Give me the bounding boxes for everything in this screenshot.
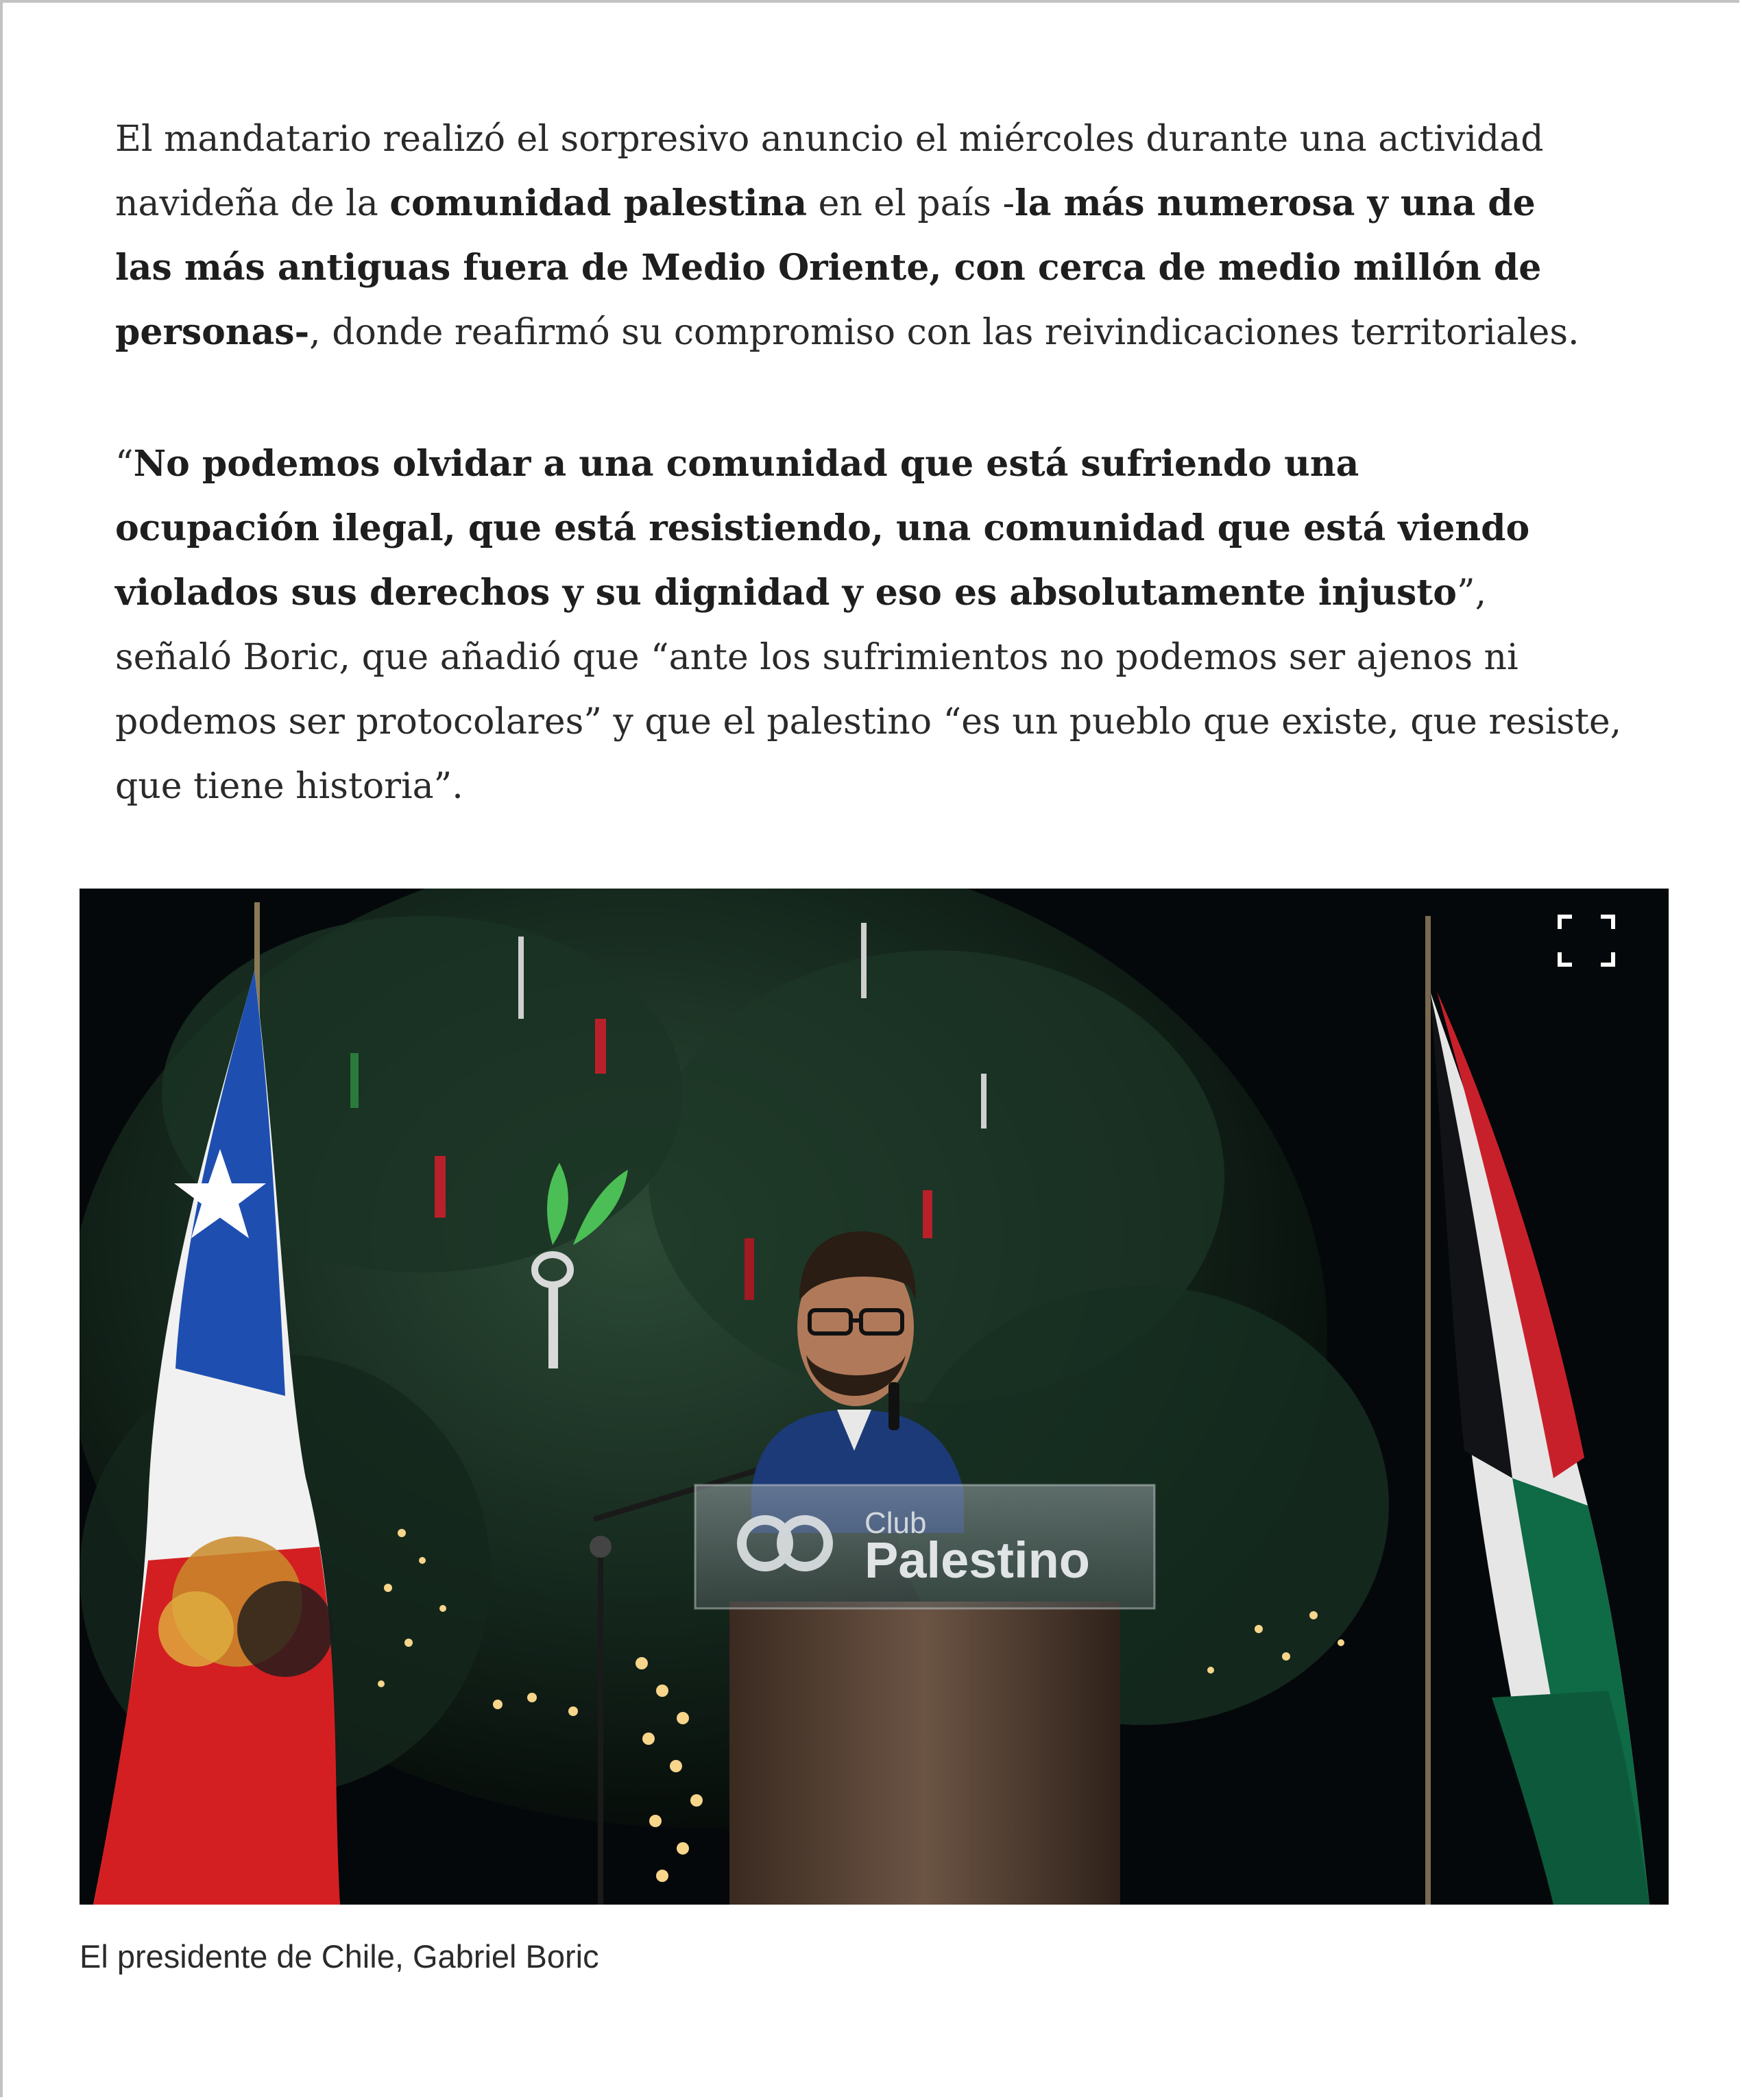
- text-line: [115, 432, 1623, 496]
- bold-text: personas-: [115, 311, 310, 353]
- fullscreen-button[interactable]: [1558, 915, 1615, 967]
- podium[interactable]: [695, 1485, 1154, 1905]
- photo-caption: El presidente de Chile, Gabriel Boric: [80, 1938, 599, 1975]
- text-run: navideña de la: [115, 183, 390, 224]
- text-run: en el país -: [807, 183, 1015, 224]
- text-line: señaló Boric, que añadió que “ante los sufrimientos no podemos ser ajenos ni: [115, 637, 1519, 678]
- article-paragraph-2: [115, 432, 1623, 819]
- text-line: que tiene historia”.: [115, 766, 463, 807]
- bold-text: la más numerosa y una de: [1015, 182, 1536, 224]
- text-line: El mandatario realizó el sorpresivo anuncio el miércoles durante una actividad: [115, 119, 1544, 160]
- bold-text: No podemos olvidar a una comunidad que está sufriendo una: [133, 443, 1359, 485]
- text-line: [115, 236, 1623, 300]
- bold-text: comunidad palestina: [389, 182, 808, 224]
- text-line: [115, 300, 1623, 365]
- article-paragraph-1: [115, 107, 1623, 365]
- article-photo[interactable]: [80, 889, 1669, 1905]
- podium-sign-small: Club: [864, 1506, 927, 1540]
- text-line: [115, 171, 1623, 236]
- text-line: [115, 496, 1623, 561]
- expand-icon: [1558, 915, 1615, 967]
- podium-sign-large: Palestino: [864, 1532, 1090, 1589]
- text-run: , donde reafirmó su compromiso con las reivindicaciones territoriales.: [309, 312, 1580, 353]
- text-line: [115, 561, 1623, 625]
- bold-text: violados sus derechos y su dignidad y eso es absolutamente injusto: [115, 572, 1457, 614]
- bold-text: las más antiguas fuera de Medio Oriente, con cerca de medio millón de: [115, 247, 1542, 289]
- text-run: ”,: [1456, 572, 1487, 614]
- text-run: “: [115, 444, 134, 485]
- text-line: podemos ser protocolares” y que el palestino “es un pueblo que existe, que resiste,: [115, 701, 1622, 743]
- bold-text: ocupación ilegal, que está resistiendo, una comunidad que está viendo: [115, 507, 1530, 549]
- photo-scene: [80, 889, 1669, 1905]
